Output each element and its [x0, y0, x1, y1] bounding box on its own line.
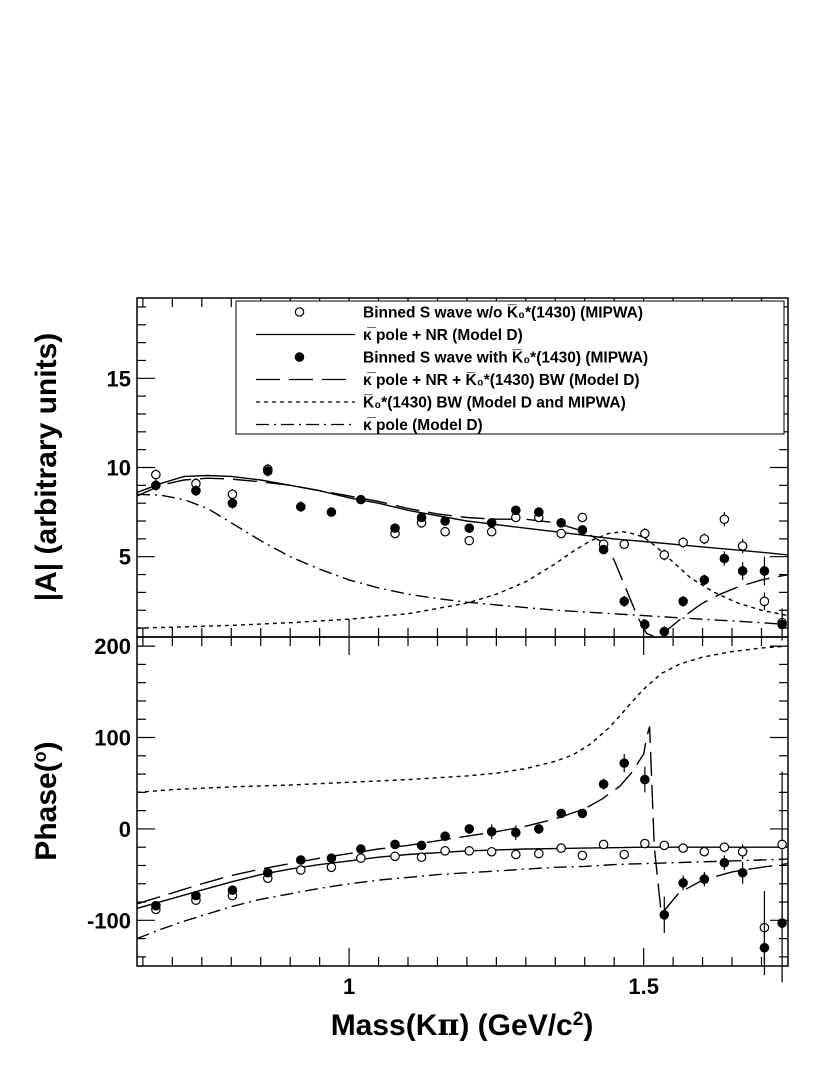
- top-y-tick-label: 15: [106, 366, 131, 392]
- top-point-open-circle: [578, 513, 586, 521]
- bottom-point-filled-circle: [192, 891, 200, 899]
- top-point-filled-circle: [357, 495, 365, 503]
- bottom-point-open-circle: [641, 839, 649, 847]
- bottom-point-open-circle: [738, 848, 746, 856]
- bottom-point-filled-circle: [152, 901, 160, 909]
- bottom-point-open-circle: [512, 850, 520, 858]
- bottom-point-filled-circle: [660, 911, 668, 919]
- top-point-filled-circle: [641, 620, 649, 628]
- top-curve-dash-dot: [137, 494, 788, 624]
- top-point-open-circle: [620, 540, 628, 548]
- bottom-point-open-circle: [660, 841, 668, 849]
- bottom-point-filled-circle: [535, 825, 543, 833]
- top-point-filled-circle: [391, 524, 399, 532]
- bottom-point-open-circle: [391, 852, 399, 860]
- legend-label: κ̅ pole (Model D): [363, 417, 483, 434]
- bottom-point-filled-circle: [720, 859, 728, 867]
- top-point-open-circle: [700, 535, 708, 543]
- bottom-point-open-circle: [327, 863, 335, 871]
- bottom-point-filled-circle: [760, 944, 768, 952]
- bottom-point-filled-circle: [599, 780, 607, 788]
- bottom-point-filled-circle: [228, 886, 236, 894]
- top-point-open-circle: [465, 536, 473, 544]
- bottom-panel-frame: [137, 637, 788, 966]
- bottom-data-points: [152, 754, 787, 982]
- top-point-filled-circle: [620, 597, 628, 605]
- top-point-filled-circle: [297, 503, 305, 511]
- top-point-filled-circle: [327, 508, 335, 516]
- bottom-point-filled-circle: [417, 841, 425, 849]
- top-point-open-circle: [152, 470, 160, 478]
- bottom-point-open-circle: [357, 854, 365, 862]
- bottom-point-open-circle: [599, 840, 607, 848]
- bottom-point-open-circle: [620, 850, 628, 858]
- top-point-open-circle: [641, 529, 649, 537]
- legend: [236, 301, 784, 434]
- bottom-point-open-circle: [720, 843, 728, 851]
- top-data-points: [152, 464, 787, 641]
- bottom-curve-long-dash: [137, 727, 788, 914]
- legend-label: Binned S wave w/o K̅₀*(1430) (MIPWA): [363, 304, 644, 322]
- bottom-point-filled-circle: [357, 845, 365, 853]
- top-point-filled-circle: [660, 627, 668, 635]
- bottom-point-filled-circle: [620, 759, 628, 767]
- bottom-y-tick-label: 100: [94, 725, 131, 751]
- x-tick-label: 1.5: [628, 974, 659, 999]
- top-point-open-circle: [228, 490, 236, 498]
- top-point-filled-circle: [152, 481, 160, 489]
- top-curve-solid: [137, 476, 788, 555]
- top-point-filled-circle: [720, 554, 728, 562]
- bottom-point-filled-circle: [441, 832, 449, 840]
- top-point-filled-circle: [700, 576, 708, 584]
- legend-label: κ̅ pole + NR + K̅₀*(1430) BW (Model D): [363, 372, 640, 389]
- bottom-y-axis-title: Phase($^o$): [30, 741, 63, 861]
- top-point-filled-circle: [441, 517, 449, 525]
- bottom-point-open-circle: [679, 844, 687, 852]
- bottom-point-filled-circle: [512, 828, 520, 836]
- bottom-point-filled-circle: [778, 919, 786, 927]
- top-point-filled-circle: [192, 486, 200, 494]
- top-point-filled-circle: [578, 526, 586, 534]
- top-point-filled-circle: [738, 567, 746, 575]
- bottom-y-tick-label: 0: [118, 816, 131, 842]
- bottom-point-filled-circle: [465, 825, 473, 833]
- legend-label: K̅₀*(1430) BW (Model D and MIPWA): [363, 394, 626, 412]
- top-point-filled-circle: [679, 597, 687, 605]
- top-point-filled-circle: [487, 519, 495, 527]
- top-point-filled-circle: [264, 467, 272, 475]
- top-point-open-circle: [720, 515, 728, 523]
- top-point-filled-circle: [228, 499, 236, 507]
- top-point-open-circle: [441, 528, 449, 536]
- top-point-open-circle: [760, 597, 768, 605]
- top-point-filled-circle: [599, 545, 607, 553]
- bottom-y-tick-label: 200: [94, 634, 131, 660]
- legend-marker-open-circle: [295, 308, 303, 316]
- bottom-point-filled-circle: [738, 869, 746, 877]
- legend-label: κ̅ pole + NR (Model D): [363, 327, 523, 344]
- bottom-axis-ticks: [87, 634, 788, 999]
- top-y-tick-label: 10: [106, 455, 131, 481]
- bottom-point-open-circle: [465, 847, 473, 855]
- legend-marker-filled-circle: [295, 353, 303, 361]
- bottom-point-open-circle: [487, 848, 495, 856]
- x-tick-label: 1: [342, 974, 356, 999]
- legend-label: Binned S wave with K̅₀*(1430) (MIPWA): [363, 349, 649, 367]
- bottom-point-open-circle: [417, 853, 425, 861]
- top-point-filled-circle: [512, 506, 520, 514]
- top-point-open-circle: [660, 551, 668, 559]
- top-point-open-circle: [679, 538, 687, 546]
- bottom-point-filled-circle: [487, 827, 495, 835]
- top-y-axis-title: |A| (arbitrary units): [30, 332, 63, 602]
- bottom-point-filled-circle: [264, 869, 272, 877]
- bottom-point-filled-circle: [679, 879, 687, 887]
- bottom-point-filled-circle: [557, 809, 565, 817]
- top-y-tick-label: 5: [118, 544, 131, 570]
- bottom-point-open-circle: [700, 848, 708, 856]
- top-point-filled-circle: [760, 567, 768, 575]
- top-point-open-circle: [557, 529, 565, 537]
- bottom-point-filled-circle: [700, 875, 708, 883]
- top-point-filled-circle: [557, 519, 565, 527]
- top-point-filled-circle: [778, 620, 786, 628]
- bottom-curve-short-dash: [137, 646, 788, 792]
- bottom-point-open-circle: [441, 847, 449, 855]
- x-axis-title: Mass(Kπ) $(GeV/c^2)$: [330, 1008, 594, 1043]
- bottom-point-open-circle: [535, 849, 543, 857]
- bottom-point-filled-circle: [297, 856, 305, 864]
- bottom-point-filled-circle: [578, 809, 586, 817]
- top-point-filled-circle: [535, 508, 543, 516]
- bottom-point-open-circle: [557, 844, 565, 852]
- bottom-point-filled-circle: [327, 854, 335, 862]
- bottom-point-open-circle: [578, 851, 586, 859]
- bottom-point-open-circle: [297, 866, 305, 874]
- bottom-point-filled-circle: [641, 775, 649, 783]
- top-point-open-circle: [738, 542, 746, 550]
- top-point-filled-circle: [417, 513, 425, 521]
- bottom-point-open-circle: [778, 840, 786, 848]
- top-point-filled-circle: [465, 524, 473, 532]
- bottom-point-filled-circle: [391, 840, 399, 848]
- top-point-open-circle: [487, 528, 495, 536]
- bottom-y-tick-label: -100: [86, 908, 131, 934]
